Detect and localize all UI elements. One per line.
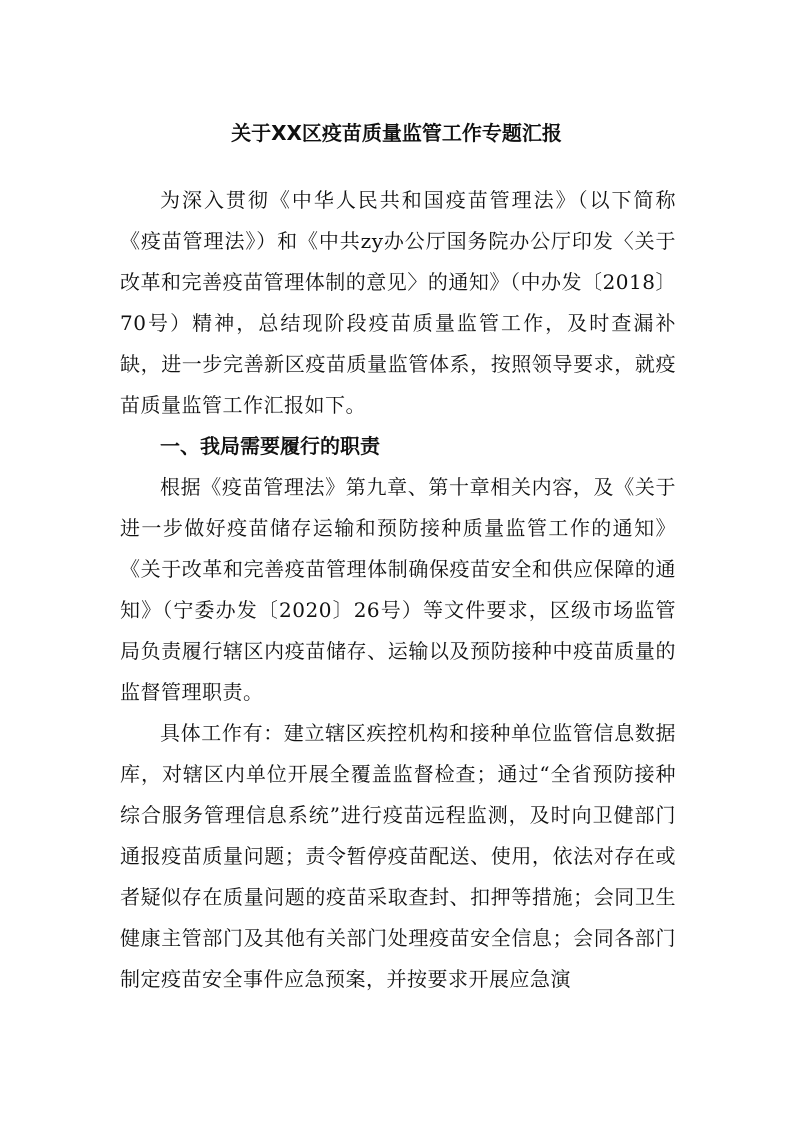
section-heading-duties: 一、我局需要履行的职责 bbox=[160, 434, 380, 458]
document-body bbox=[120, 180, 676, 1000]
intro-paragraph: 为深入贯彻《中华人民共和国疫苗管理法》（以下简称《疫苗管理法》）和《中共zy办公厅国务院办公厅印发〈关于改革和完善疫苗管理体制的意见〉的通知》（中办发〔2018〕70号）精神，总结现阶段疫苗质量监管工作，及时查漏补缺，进一步完善新区疫苗质量监管体系，按照领导要求，就疫苗质量监管工作汇报如下。 bbox=[120, 188, 676, 417]
tasks-paragraph: 具体工作有：建立辖区疾控机构和接种单位监管信息数据库，对辖区内单位开展全覆盖监督检查；通过“全省预防接种综合服务管理信息系统”进行疫苗远程监测，及时向卫健部门通报疫苗质量问题；责令暂停疫苗配送、使用，依法对存在或者疑似存在质量问题的疫苗采取查封、扣押等措施；会同卫生健康主管部门及其他有关部门处理疫苗安全信息；会同各部门制定疫苗安全事件应急预案，并按要求开展应急演 bbox=[120, 721, 676, 991]
document-title: 关于XX区疫苗质量监管工作专题汇报 bbox=[231, 121, 562, 145]
duties-paragraph: 根据《疫苗管理法》第九章、第十章相关内容，及《关于进一步做好疫苗储存运输和预防接种质量监管工作的通知》《关于改革和完善疫苗管理体制确保疫苗安全和供应保障的通知》（宁委办发〔2020〕26号）等文件要求，区级市场监管局负责履行辖区内疫苗储存、运输以及预防接种中疫苗质量的监督管理职责。 bbox=[120, 475, 676, 704]
